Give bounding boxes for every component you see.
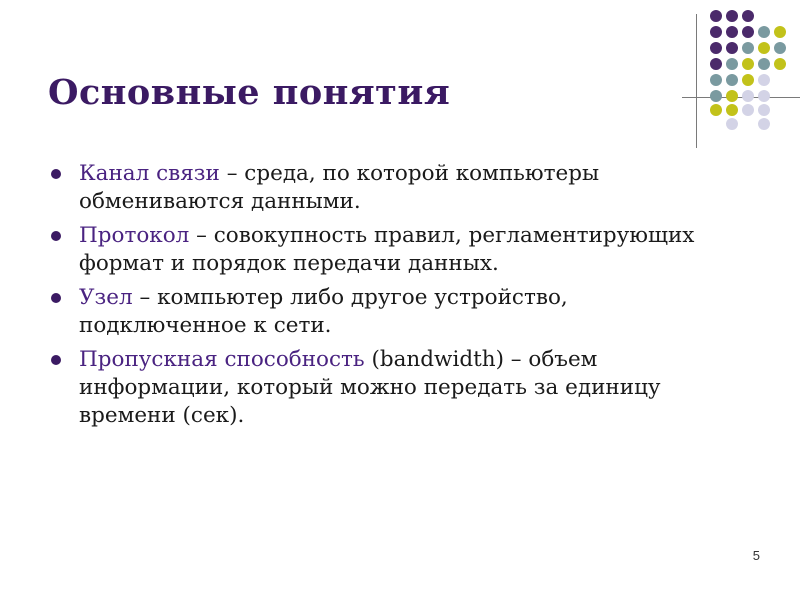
decorative-dot [710, 10, 722, 22]
bullet-term: Пропускная способность [79, 347, 365, 372]
decorative-dot [710, 104, 722, 116]
bullet-list [48, 160, 738, 436]
decorative-dot [774, 58, 786, 70]
decorative-dot-grid [706, 10, 800, 140]
vertical-rule [696, 14, 697, 148]
bullet-dot-icon [51, 231, 61, 241]
bullet-text: (bandwidth) – объем информации, который можно передать за единицу времени (сек). [79, 347, 661, 428]
decorative-dot [758, 90, 770, 102]
decorative-dot [726, 58, 738, 70]
decorative-dot [774, 26, 786, 38]
decorative-dot [758, 118, 770, 130]
decorative-dot [742, 42, 754, 54]
decorative-dot [710, 74, 722, 86]
bullet-text: – среда, по которой компьютеры обмениваются данными. [79, 161, 600, 214]
decorative-dot [742, 10, 754, 22]
bullet-text: – совокупность правил, регламентирующих формат и порядок передачи данных. [79, 223, 695, 276]
bullet-term: Протокол [79, 223, 190, 248]
bullet-item [48, 284, 738, 340]
decorative-dot [758, 74, 770, 86]
decorative-dot [710, 42, 722, 54]
bullet-text: – компьютер либо другое устройство, подключенное к сети. [79, 285, 568, 338]
bullet-dot-icon [51, 293, 61, 303]
decorative-dot [726, 104, 738, 116]
bullet-item [48, 160, 738, 216]
decorative-dot [726, 26, 738, 38]
bullet-item [48, 222, 738, 278]
decorative-dot [758, 26, 770, 38]
decorative-dot [726, 42, 738, 54]
decorative-dot [774, 42, 786, 54]
decorative-dot [742, 90, 754, 102]
bullet-dot-icon [51, 169, 61, 179]
decorative-dot [742, 58, 754, 70]
decorative-dot [726, 118, 738, 130]
decorative-dot [758, 104, 770, 116]
decorative-dot [758, 58, 770, 70]
decorative-dot [710, 58, 722, 70]
bullet-item [48, 346, 738, 430]
decorative-dot [742, 26, 754, 38]
decorative-dot [726, 90, 738, 102]
decorative-dot [742, 74, 754, 86]
decorative-dot [742, 104, 754, 116]
decorative-dot [710, 90, 722, 102]
decorative-dot [726, 10, 738, 22]
slide-title: Основные понятия [48, 72, 451, 113]
bullet-term: Узел [79, 285, 133, 310]
decorative-dot [758, 42, 770, 54]
decorative-dot [710, 26, 722, 38]
bullet-dot-icon [51, 355, 61, 365]
decorative-dot [726, 74, 738, 86]
page-number: 5 [752, 548, 760, 563]
bullet-term: Канал связи [79, 161, 220, 186]
